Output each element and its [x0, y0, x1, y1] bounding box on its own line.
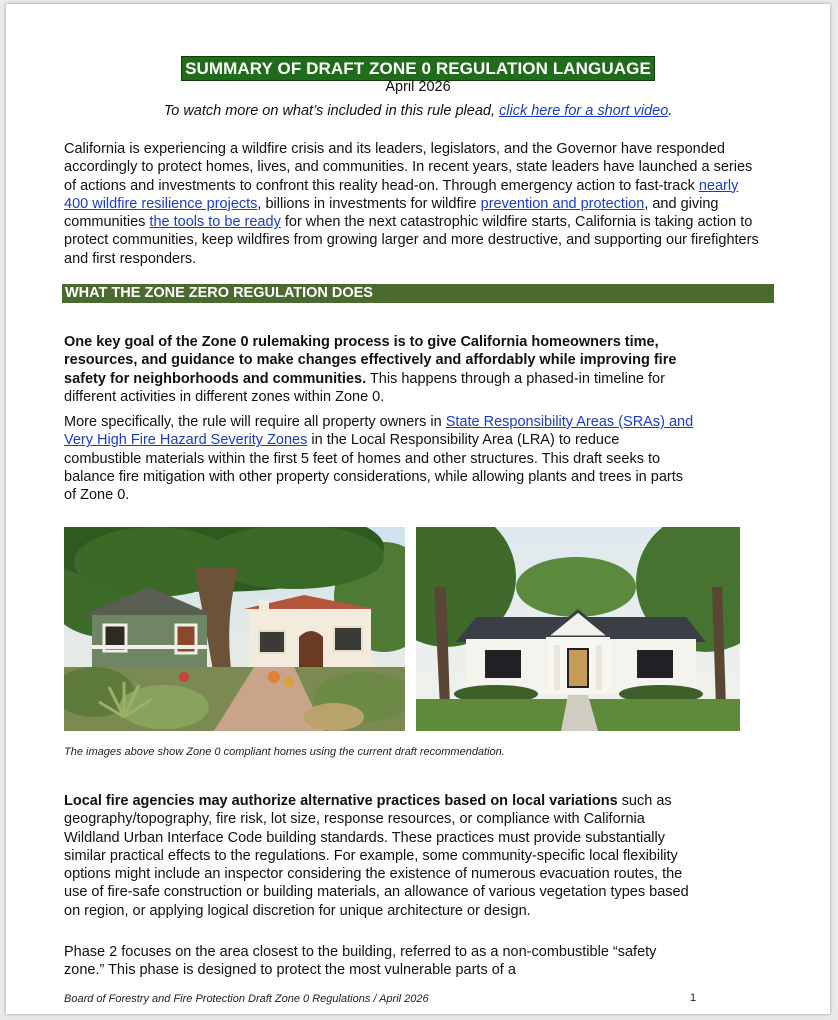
specific-paragraph	[64, 413, 694, 504]
local-rest-text: such as geography/topography, fire risk, lot size, response resources, or compliance with California Wildland Urban Interface Code building standards. These practices must provide substantially similar practical effects to the regulations. For example, some community-specific local flexibility options might include an inspector considering the existence of numerous evacuation routes, the use of fire-safe construction or building materials, an allowance of various vegetation types based on region, or applying logical discretion for unique architecture or design.	[64, 793, 689, 919]
video-line	[6, 103, 830, 119]
specific-text-1: More specifically, the rule will require all property owners in	[64, 414, 446, 430]
goal-paragraph	[64, 333, 694, 406]
document-page	[6, 4, 830, 1014]
tools-to-be-ready-link[interactable]: the tools to be ready	[149, 214, 281, 231]
goal-rest-text: This happens through a phased-in timeline for different activities in different zones within Zone 0.	[64, 370, 665, 405]
section-heading: WHAT THE ZONE ZERO REGULATION DOES	[62, 284, 774, 303]
page-number: 1	[690, 992, 697, 1004]
video-prefix: To watch more on what’s included in this rule plead,	[163, 103, 500, 119]
phase2-paragraph: Phase 2 focuses on the area closest to the building, referred to as a non-combustible “safety zone.” This phase is designed to protect the most vulnerable parts of a	[64, 944, 657, 979]
goal-bold-text: One key goal of the Zone 0 rulemaking process is to give California homeowners time, resources, and guidance to make changes effectively and affordably while improving fire safety for neighborhoods and communities.	[64, 334, 677, 387]
intro-text-4: for when the next catastrophic wildfire starts, California is taking action to protect communities, keep wildfires from growing larger and more destructive, and supporting our firefighters and first responders.	[64, 214, 759, 267]
intro-text-2: , billions in investments for wildfire	[257, 195, 481, 212]
local-bold-text: Local fire agencies may authorize alternative practices based on local variations	[64, 793, 618, 809]
images-caption: The images above show Zone 0 compliant homes using the current draft recommendation.	[64, 746, 505, 758]
specific-text-2: in the Local Responsibility Area (LRA) to reduce combustible materials within the first 5 feet of homes and other structures. This draft seeks to balance fire mitigation with other property considerations, while allowing plants and trees in parts of Zone 0.	[64, 432, 683, 504]
title-wrapper	[6, 56, 830, 81]
photo-white-cottage	[416, 527, 740, 731]
video-suffix: .	[668, 103, 673, 119]
footer-text: Board of Forestry and Fire Protection Draft Zone 0 Regulations / April 2026	[64, 993, 429, 1005]
prevention-protection-link[interactable]: prevention and protection	[480, 195, 645, 212]
resilience-projects-link[interactable]: nearly 400 wildfire resilience projects	[64, 177, 739, 212]
sra-vhfhsz-link[interactable]: State Responsibility Areas (SRAs) and Very High Fire Hazard Severity Zones	[64, 414, 694, 449]
local-agencies-paragraph	[64, 792, 694, 920]
document-title: SUMMARY OF DRAFT ZONE 0 REGULATION LANGUAGE	[181, 56, 655, 81]
intro-text-3: , and giving communities	[64, 195, 719, 231]
photo-homes-oak-tree	[64, 527, 405, 731]
video-link[interactable]: click here for a short video	[499, 103, 669, 119]
intro-text-1: California is experiencing a wildfire crisis and its leaders, legislators, and the Governor have responded accordingly to protect homes, lives, and communities. In recent years, state leaders have launched a series of actions and investments to confront this reality head-on. Through emergency action to fast-track	[64, 141, 753, 194]
intro-paragraph	[64, 140, 764, 268]
document-date: April 2026	[385, 79, 451, 95]
